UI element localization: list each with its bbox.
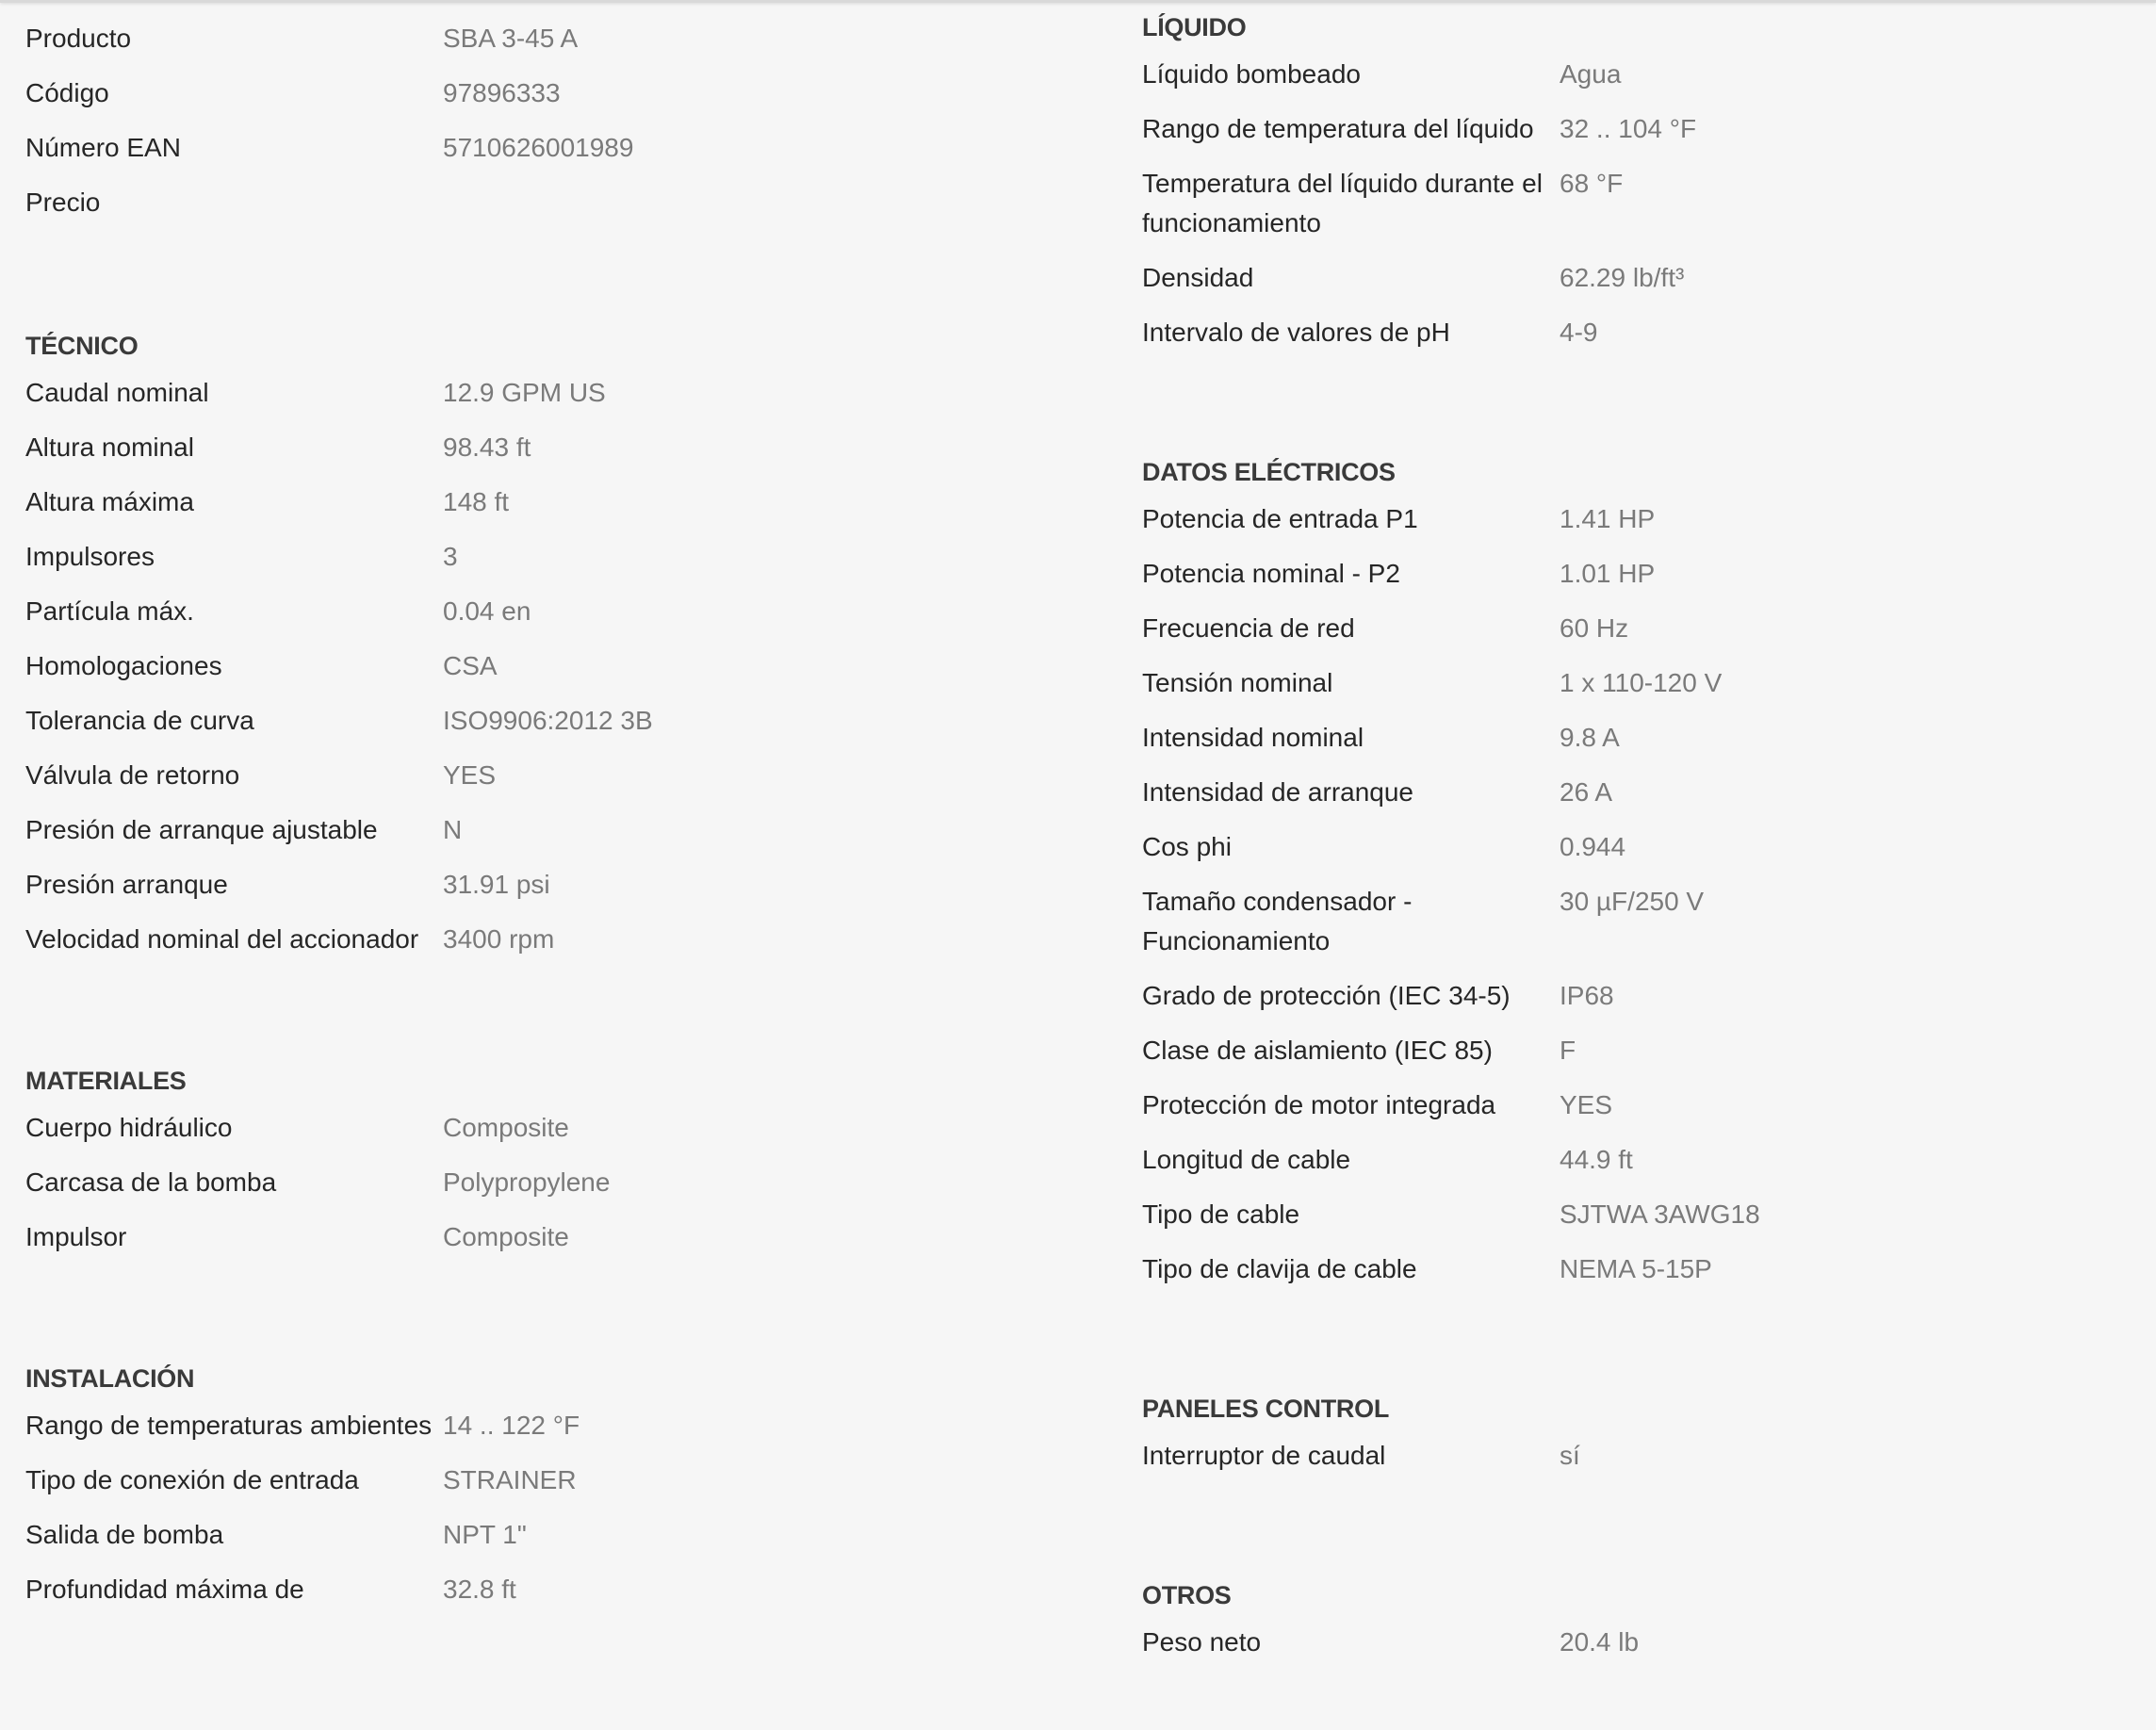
- spec-row: [1142, 1249, 2141, 1289]
- spec-label: Protección de motor integrada: [1142, 1090, 1496, 1119]
- spec-row: [25, 920, 1062, 959]
- spec-value: 30 µF/250 V: [1560, 887, 1705, 916]
- spec-value: 20.4 lb: [1560, 1627, 1640, 1657]
- spec-row: [25, 810, 1062, 850]
- spec-label: Densidad: [1142, 263, 1254, 292]
- spec-label: Altura nominal: [25, 432, 194, 462]
- spec-label: Salida de bomba: [25, 1520, 224, 1549]
- spec-row: [25, 1217, 1062, 1257]
- section-spacer: [1142, 1304, 2141, 1381]
- spec-label: Presión de arranque ajustable: [25, 815, 378, 844]
- spec-row: [25, 1163, 1062, 1202]
- spec-row-producto: [25, 19, 1062, 58]
- spec-value: sí: [1560, 1441, 1580, 1470]
- left-column: [25, 0, 1062, 1624]
- spec-row: [1142, 55, 2141, 94]
- spec-label: Precio: [25, 188, 101, 217]
- spec-value: Agua: [1560, 59, 1622, 89]
- spec-label: Cos phi: [1142, 832, 1232, 861]
- spec-row: [1142, 1140, 2141, 1180]
- spec-value: 97896333: [443, 78, 561, 107]
- section-heading: LÍQUIDO: [1142, 13, 1247, 41]
- spec-value: CSA: [443, 651, 498, 680]
- section-heading: TÉCNICO: [25, 332, 139, 360]
- spec-label: Caudal nominal: [25, 378, 209, 407]
- spec-value: 1.41 HP: [1560, 504, 1656, 533]
- spec-label: Temperatura del líquido durante el funcionamiento: [1142, 169, 1543, 237]
- section-spacer: [1142, 367, 2141, 445]
- spec-label: Carcasa de la bomba: [25, 1167, 277, 1197]
- spec-row: [1142, 109, 2141, 149]
- spec-value: 0.04 en: [443, 596, 531, 626]
- product-info-section: [25, 0, 1062, 222]
- spec-value: 32.8 ft: [443, 1575, 516, 1604]
- spec-label: Número EAN: [25, 133, 181, 162]
- spec-value: 14 .. 122 °F: [443, 1411, 580, 1440]
- spec-value: 32 .. 104 °F: [1560, 114, 1697, 143]
- spec-row: [1142, 1031, 2141, 1070]
- section-heading: MATERIALES: [25, 1067, 187, 1095]
- spec-row: [25, 592, 1062, 631]
- spec-label: Partícula máx.: [25, 596, 194, 626]
- spec-row: [25, 756, 1062, 795]
- section-spacer: [25, 974, 1062, 1053]
- spec-row: [25, 373, 1062, 413]
- spec-row: [1142, 609, 2141, 648]
- spec-label: Tolerancia de curva: [25, 706, 254, 735]
- spec-value: STRAINER: [443, 1465, 577, 1494]
- spec-label: Tipo de clavija de cable: [1142, 1254, 1417, 1283]
- spec-value: 44.9 ft: [1560, 1145, 1633, 1174]
- spec-label: Presión arranque: [25, 870, 228, 899]
- spec-row: [1142, 663, 2141, 703]
- spec-value: IP68: [1560, 981, 1614, 1010]
- spec-row: [25, 1108, 1062, 1148]
- spec-value: 9.8 A: [1560, 723, 1620, 752]
- section-spacer: [1142, 1491, 2141, 1568]
- spec-label: Interruptor de caudal: [1142, 1441, 1386, 1470]
- spec-label: Potencia de entrada P1: [1142, 504, 1418, 533]
- spec-label: Rango de temperatura del líquido: [1142, 114, 1534, 143]
- spec-value: Composite: [443, 1113, 569, 1142]
- spec-row-precio: [25, 183, 1062, 222]
- spec-row: [1142, 827, 2141, 867]
- spec-row: [25, 1570, 1062, 1609]
- spec-row: [1142, 976, 2141, 1016]
- spec-label: Líquido bombeado: [1142, 59, 1361, 89]
- spec-value: 1.01 HP: [1560, 559, 1656, 588]
- spec-value: 4-9: [1560, 318, 1598, 347]
- spec-row: [25, 1406, 1062, 1445]
- spec-row-codigo: [25, 73, 1062, 113]
- spec-row: [25, 701, 1062, 741]
- spec-label: Frecuencia de red: [1142, 613, 1355, 643]
- spec-row: [25, 646, 1062, 686]
- spec-label: Tipo de conexión de entrada: [25, 1465, 359, 1494]
- liquido-section: [1142, 0, 2141, 352]
- section-spacer: [25, 1272, 1062, 1351]
- spec-value: ISO9906:2012 3B: [443, 706, 653, 735]
- spec-row: [1142, 1195, 2141, 1234]
- spec-label: Altura máxima: [25, 487, 194, 516]
- spec-row: [25, 428, 1062, 467]
- spec-label: Intensidad de arranque: [1142, 777, 1413, 807]
- spec-value: N: [443, 815, 463, 844]
- spec-label: Tipo de cable: [1142, 1200, 1300, 1229]
- datos-electricos-section: [1142, 445, 2141, 1289]
- spec-row: [25, 1515, 1062, 1555]
- spec-label: Cuerpo hidráulico: [25, 1113, 233, 1142]
- spec-value: 148 ft: [443, 487, 510, 516]
- section-spacer: [25, 237, 1062, 318]
- spec-row: [25, 537, 1062, 577]
- spec-value: NPT 1": [443, 1520, 527, 1549]
- tecnico-section: [25, 318, 1062, 959]
- spec-label: Código: [25, 78, 109, 107]
- spec-value: 3: [443, 542, 458, 571]
- spec-value: 68 °F: [1560, 169, 1624, 198]
- spec-value: 3400 rpm: [443, 924, 555, 954]
- spec-value: SJTWA 3AWG18: [1560, 1200, 1760, 1229]
- spec-row-ean: [25, 128, 1062, 168]
- spec-label: Peso neto: [1142, 1627, 1262, 1657]
- spec-value: 60 Hz: [1560, 613, 1629, 643]
- instalacion-section: [25, 1351, 1062, 1609]
- spec-value: Composite: [443, 1222, 569, 1251]
- spec-label: Tamaño condensador - Funcionamiento: [1142, 887, 1413, 955]
- spec-label: Tensión nominal: [1142, 668, 1333, 697]
- spec-value: 5710626001989: [443, 133, 634, 162]
- spec-label: Clase de aislamiento (IEC 85): [1142, 1036, 1493, 1065]
- section-heading: DATOS ELÉCTRICOS: [1142, 458, 1396, 486]
- spec-value: SBA 3-45 A: [443, 24, 579, 53]
- spec-value: 62.29 lb/ft³: [1560, 263, 1685, 292]
- spec-row: [1142, 258, 2141, 298]
- spec-row: [25, 865, 1062, 905]
- spec-label: Válvula de retorno: [25, 760, 240, 790]
- spec-value: 26 A: [1560, 777, 1613, 807]
- spec-row: [1142, 1623, 2141, 1662]
- spec-value: YES: [443, 760, 497, 790]
- spec-label: Potencia nominal - P2: [1142, 559, 1400, 588]
- spec-value: 98.43 ft: [443, 432, 531, 462]
- spec-value: YES: [1560, 1090, 1613, 1119]
- spec-label: Impulsores: [25, 542, 155, 571]
- spec-label: Grado de protección (IEC 34-5): [1142, 981, 1511, 1010]
- spec-value: F: [1560, 1036, 1576, 1065]
- materiales-section: [25, 1053, 1062, 1257]
- paneles-control-section: [1142, 1381, 2141, 1476]
- section-heading: PANELES CONTROL: [1142, 1395, 1390, 1423]
- section-heading: INSTALACIÓN: [25, 1364, 195, 1393]
- spec-row: [1142, 882, 2141, 961]
- spec-label: Velocidad nominal del accionador: [25, 924, 419, 954]
- spec-row: [25, 1461, 1062, 1500]
- spec-label: Homologaciones: [25, 651, 222, 680]
- otros-section: [1142, 1568, 2141, 1662]
- spec-label: Rango de temperaturas ambientes: [25, 1411, 433, 1440]
- spec-row: [1142, 718, 2141, 758]
- section-heading: OTROS: [1142, 1581, 1232, 1609]
- spec-label: Intensidad nominal: [1142, 723, 1364, 752]
- spec-value: Polypropylene: [443, 1167, 611, 1197]
- spec-label: Longitud de cable: [1142, 1145, 1351, 1174]
- spec-value: 31.91 psi: [443, 870, 550, 899]
- spec-row: [1142, 313, 2141, 352]
- spec-label: Profundidad máxima de: [25, 1575, 304, 1604]
- spec-row: [25, 482, 1062, 522]
- spec-row: [1142, 499, 2141, 539]
- spec-row: [1142, 1436, 2141, 1476]
- spec-value: 12.9 GPM US: [443, 378, 606, 407]
- spec-label: Impulsor: [25, 1222, 127, 1251]
- spec-row: [1142, 164, 2141, 243]
- right-column: [1142, 0, 2141, 1677]
- spec-row: [1142, 773, 2141, 812]
- spec-row: [1142, 554, 2141, 594]
- spec-value: 0.944: [1560, 832, 1626, 861]
- spec-value: NEMA 5-15P: [1560, 1254, 1712, 1283]
- spec-value: 1 x 110-120 V: [1560, 668, 1723, 697]
- spec-label: Intervalo de valores de pH: [1142, 318, 1450, 347]
- spec-label: Producto: [25, 24, 132, 53]
- spec-row: [1142, 1085, 2141, 1125]
